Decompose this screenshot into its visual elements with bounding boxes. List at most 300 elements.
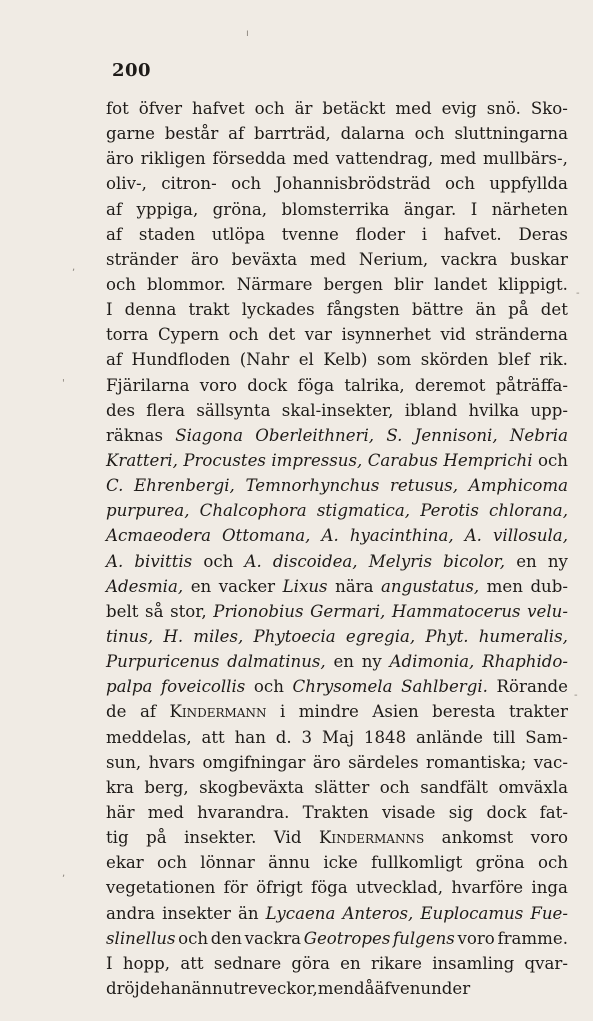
word: Hemprichi (443, 450, 533, 470)
word: sednare (213, 953, 282, 973)
word: så (145, 601, 164, 621)
word: hafvet (192, 99, 245, 118)
word: och (379, 777, 410, 797)
word: Fue- (530, 903, 568, 923)
word: vacker (218, 576, 276, 596)
page-number: 200 (112, 60, 152, 81)
word: purpurea, (106, 501, 190, 521)
word: bättre (411, 300, 464, 320)
word: här (106, 802, 135, 822)
word: stränder (106, 249, 179, 269)
word: att (180, 953, 204, 973)
word: miles, (193, 626, 244, 646)
word: rik. (539, 350, 568, 370)
word: uppfyllda (489, 174, 568, 194)
word: att (201, 727, 225, 747)
word: flera (146, 400, 185, 420)
word: tvenne (281, 224, 339, 244)
word: veckor, (257, 978, 318, 998)
word: oliv-, (106, 174, 147, 194)
margin-speck: , (72, 262, 76, 273)
word: visade (381, 802, 436, 822)
word: retusus, (389, 476, 459, 496)
word: Anteros, (342, 903, 414, 923)
word: rikare (370, 953, 422, 973)
word: försedda (212, 149, 287, 169)
word: kra (106, 777, 134, 797)
word: I (106, 300, 113, 320)
word: han (234, 727, 266, 747)
word: Rhaphido- (482, 652, 568, 672)
word: af (106, 224, 123, 244)
word: utvecklad, (356, 878, 444, 898)
word: men (317, 978, 354, 998)
text-line (106, 549, 568, 574)
word: Hundfloden (131, 350, 231, 370)
word: och (106, 274, 136, 294)
word: palpa (106, 677, 153, 697)
text-line (106, 297, 568, 322)
word: citron- (161, 174, 217, 194)
word: öfrigt (256, 878, 303, 898)
word: sluttningarna (454, 124, 568, 144)
word: tinus, (106, 626, 154, 646)
word: voro (530, 828, 568, 848)
word: voro (457, 928, 495, 948)
word: staden (138, 224, 196, 244)
word: fat- (539, 802, 568, 822)
word: blir (394, 274, 424, 294)
word: Kindermann (169, 702, 267, 722)
word: hvarandra. (197, 802, 290, 822)
text-line (106, 373, 568, 398)
word: angustatus, (381, 576, 480, 596)
word: Johannisbrödsträd (275, 174, 431, 194)
word: ängar. (403, 199, 457, 219)
word: tre (233, 978, 258, 998)
word: var (304, 325, 332, 345)
word: en (516, 551, 537, 571)
word: bicolor, (443, 551, 506, 571)
word: discoidea, (272, 551, 358, 571)
word: Purpuricenus (106, 652, 220, 672)
word: och (228, 325, 259, 345)
word: torra (106, 325, 149, 345)
text-line (106, 423, 568, 448)
word: I (106, 953, 113, 973)
word: gröna, (212, 199, 268, 219)
word: ny (361, 652, 382, 672)
word: des (106, 400, 135, 420)
word: (Nahr (239, 350, 290, 370)
word: deremot (414, 375, 486, 395)
word: andra (106, 903, 156, 923)
word: af (106, 350, 123, 370)
word: I (470, 199, 478, 219)
text-line (106, 699, 568, 724)
body-text (106, 96, 568, 1001)
word: påträffa- (495, 375, 568, 395)
word: vegetationen (106, 878, 216, 898)
word: räknas (106, 425, 163, 445)
text-line (106, 800, 568, 825)
text-line (106, 599, 568, 624)
word: denna (124, 300, 177, 320)
word: mullbärs-, (483, 149, 568, 169)
text-line (106, 574, 568, 599)
word: och (254, 99, 285, 118)
word: skal-insekter, (281, 400, 394, 420)
word: blef (497, 350, 530, 370)
word: Ottomana, (222, 526, 311, 546)
text-line (106, 850, 568, 875)
word: sig (448, 802, 474, 822)
word: betäckt (322, 99, 386, 118)
word: i (279, 702, 286, 722)
word: Fjärilarna (106, 375, 190, 395)
word: Sam- (525, 727, 568, 747)
word: talrika, (344, 375, 405, 395)
word: de (106, 702, 127, 722)
word: består (164, 124, 219, 144)
word: framme. (497, 928, 568, 948)
text-line (106, 775, 568, 800)
word: Deras (518, 224, 568, 244)
margin-speck: ı (246, 28, 249, 39)
text-line (106, 448, 568, 473)
word: hvars (148, 752, 196, 772)
word: isynnerhet (341, 325, 431, 345)
word: med (395, 99, 432, 118)
word: blommor. (146, 274, 226, 294)
word: vackra (244, 928, 302, 948)
word: hopp, (122, 953, 171, 973)
word: äro (106, 149, 134, 169)
text-line (106, 674, 568, 699)
text-line (106, 247, 568, 272)
word: garne (106, 124, 155, 144)
word: det (268, 325, 296, 345)
word: Jennisoni, (414, 425, 498, 445)
word: gröna (475, 853, 525, 873)
word: öfver (138, 99, 183, 118)
word: stränderna (475, 325, 568, 345)
word: för (223, 878, 248, 898)
text-line (106, 926, 568, 951)
word: stor, (170, 601, 207, 621)
word: hyacinthina, (349, 526, 454, 546)
word: impressus, (271, 450, 363, 470)
word: på (146, 828, 167, 848)
word: på (508, 300, 529, 320)
word: insamling (432, 953, 515, 973)
word: dröjde (106, 978, 161, 998)
word: vid (440, 325, 466, 345)
word: särdeles (348, 752, 419, 772)
word: blomsterrika (281, 199, 390, 219)
word: han (160, 978, 192, 998)
word: omgifningar (202, 752, 306, 772)
text-line (106, 725, 568, 750)
word: voro (199, 375, 238, 395)
text-line (106, 272, 568, 297)
margin-speck: - (574, 690, 578, 701)
word: stigmatica, (316, 501, 411, 521)
word: villosula, (493, 526, 568, 546)
word: fot (106, 99, 129, 118)
word: Siagona (175, 425, 244, 445)
word: af (228, 124, 245, 144)
word: och (203, 551, 234, 571)
word: och (445, 174, 475, 194)
word: Temnorhynchus (245, 476, 380, 496)
text-line (106, 322, 568, 347)
word: romantiska; (426, 752, 527, 772)
word: S. (386, 425, 403, 445)
text-line (106, 146, 568, 171)
margin-speck: , (62, 868, 66, 879)
word: Maj (321, 727, 355, 747)
word: Närmare (236, 274, 313, 294)
word: Nerium, (358, 249, 429, 269)
word: anlände (416, 727, 483, 747)
word: buskar (510, 249, 568, 269)
word: velu- (527, 601, 568, 621)
word: icke (323, 853, 358, 873)
word: beväxta (231, 249, 298, 269)
word: och (157, 853, 187, 873)
word: Trakten (302, 802, 369, 822)
word: som (377, 350, 412, 370)
word: Cypern (157, 325, 220, 345)
word: då (353, 978, 375, 998)
word: ibland (404, 400, 458, 420)
word: fullkomligt (371, 853, 463, 873)
text-line (106, 875, 568, 900)
margin-speck: ' (62, 378, 65, 389)
text-line (106, 171, 568, 196)
word: Euplocamus (420, 903, 524, 923)
word: snö. (486, 99, 521, 118)
word: och (537, 853, 568, 873)
word: Germari, (310, 601, 386, 621)
word: klippigt. (498, 274, 568, 294)
word: Perotis (420, 501, 479, 521)
word: A. (106, 551, 124, 571)
word: till (492, 727, 516, 747)
word: Hammatocerus (391, 601, 521, 621)
word: chlorana, (489, 501, 568, 521)
word: men (486, 576, 523, 596)
text-line (106, 750, 568, 775)
word: dalarna (340, 124, 405, 144)
word: Sko- (530, 99, 568, 118)
word: dock (486, 802, 527, 822)
word: slinellus (106, 928, 176, 948)
word: trakter (508, 702, 568, 722)
word: el (298, 350, 314, 370)
word: äfven (374, 978, 421, 998)
word: Ehrenbergi, (134, 476, 235, 496)
word: en (190, 576, 212, 596)
word: närheten (491, 199, 568, 219)
word: föga (297, 375, 335, 395)
word: en (340, 953, 361, 973)
word: sällsynta (196, 400, 271, 420)
word: med (147, 802, 184, 822)
word: af (106, 199, 123, 219)
word: Procustes (183, 450, 266, 470)
word: Nebria (509, 425, 568, 445)
word: berg, (144, 777, 189, 797)
word: Melyris (368, 551, 432, 571)
word: än (475, 300, 497, 320)
word: ännu (268, 853, 311, 873)
word: föga (311, 878, 348, 898)
text-line (106, 901, 568, 926)
text-line (106, 498, 568, 523)
word: foveicollis (160, 677, 246, 697)
text-line (106, 624, 568, 649)
word: en (333, 652, 354, 672)
word: Sahlbergi. (401, 677, 488, 697)
word: är (294, 99, 313, 118)
word: Geotropes (303, 928, 391, 948)
text-line (106, 121, 568, 146)
word: och (253, 677, 284, 697)
word: Rörande (496, 677, 568, 697)
word: under (420, 978, 471, 998)
word: upp- (530, 400, 568, 420)
word: tig (106, 828, 129, 848)
word: Prionobius (213, 601, 304, 621)
word: dock (247, 375, 288, 395)
word: A. (244, 551, 262, 571)
word: med (292, 149, 329, 169)
word: H. (163, 626, 184, 646)
word: Phytoecia (253, 626, 336, 646)
word: trakt (188, 300, 230, 320)
word: den (210, 928, 242, 948)
word: Chrysomela (292, 677, 393, 697)
word: d. (275, 727, 292, 747)
word: vac- (533, 752, 568, 772)
text-line (106, 951, 568, 976)
text-line (106, 649, 568, 674)
word: och (231, 174, 262, 194)
word: skörden (420, 350, 489, 370)
word: Kelb) (323, 350, 368, 370)
word: insekter. (184, 828, 257, 848)
word: egregia, (345, 626, 416, 646)
word: skogbeväxta (199, 777, 304, 797)
text-line (106, 825, 568, 850)
word: dub- (530, 576, 568, 596)
word: Carabus (367, 450, 438, 470)
word: fångsten (326, 300, 400, 320)
margin-speck: - (576, 288, 580, 299)
word: Lixus (282, 576, 328, 596)
word: omväxla (498, 777, 568, 797)
word: nära (335, 576, 374, 596)
word: Kindermanns (318, 828, 425, 848)
word: hafvet. (443, 224, 502, 244)
text-line (106, 398, 568, 423)
word: A. (464, 526, 482, 546)
word: göra (291, 953, 330, 973)
word: Oberleithneri, (255, 425, 375, 445)
text-line (106, 473, 568, 498)
word: hvilka (468, 400, 520, 420)
word: Acmaeodera (106, 526, 211, 546)
word: Adesmia, (106, 576, 184, 596)
text-line (106, 197, 568, 222)
word: äro (312, 752, 341, 772)
word: Amphicoma (468, 476, 568, 496)
word: och (414, 124, 445, 144)
word: Chalcophora (199, 501, 307, 521)
word: i (421, 224, 428, 244)
word: äro (190, 249, 219, 269)
word: bivittis (134, 551, 193, 571)
word: insekter (162, 903, 231, 923)
word: lyckades (241, 300, 315, 320)
text-line (106, 976, 568, 1001)
word: lönnar (200, 853, 255, 873)
word: ankomst (441, 828, 514, 848)
word: Vid (273, 828, 302, 848)
word: och (537, 450, 568, 470)
word: utlöpa (211, 224, 265, 244)
word: landet (434, 274, 488, 294)
word: A. (321, 526, 339, 546)
word: Asien (372, 702, 419, 722)
word: än (238, 903, 259, 923)
word: vackra (441, 249, 498, 269)
word: det (540, 300, 568, 320)
word: qvar- (524, 953, 568, 973)
word: barrträd, (253, 124, 331, 144)
word: af (139, 702, 156, 722)
word: slätter (314, 777, 370, 797)
word: med (440, 149, 477, 169)
word: bergen (323, 274, 383, 294)
word: rikligen (140, 149, 206, 169)
word: vattendrag, (335, 149, 434, 169)
word: ekar (106, 853, 144, 873)
text-line (106, 523, 568, 548)
text-line (106, 96, 568, 121)
word: med (309, 249, 347, 269)
word: dalmatinus, (227, 652, 326, 672)
word: humeralis, (478, 626, 568, 646)
word: sandfält (420, 777, 488, 797)
word: ny (547, 551, 568, 571)
word: hvarföre (451, 878, 524, 898)
word: 3 (301, 727, 313, 747)
word: ännu (191, 978, 234, 998)
word: floder (355, 224, 405, 244)
word: C. (106, 476, 124, 496)
word: Phyt. (425, 626, 469, 646)
word: belt (106, 601, 139, 621)
word: Lycaena (265, 903, 336, 923)
word: mindre (298, 702, 359, 722)
word: Kratteri, (106, 450, 178, 470)
word: evig (441, 99, 477, 118)
word: sun, (106, 752, 142, 772)
word: Adimonia, (389, 652, 475, 672)
